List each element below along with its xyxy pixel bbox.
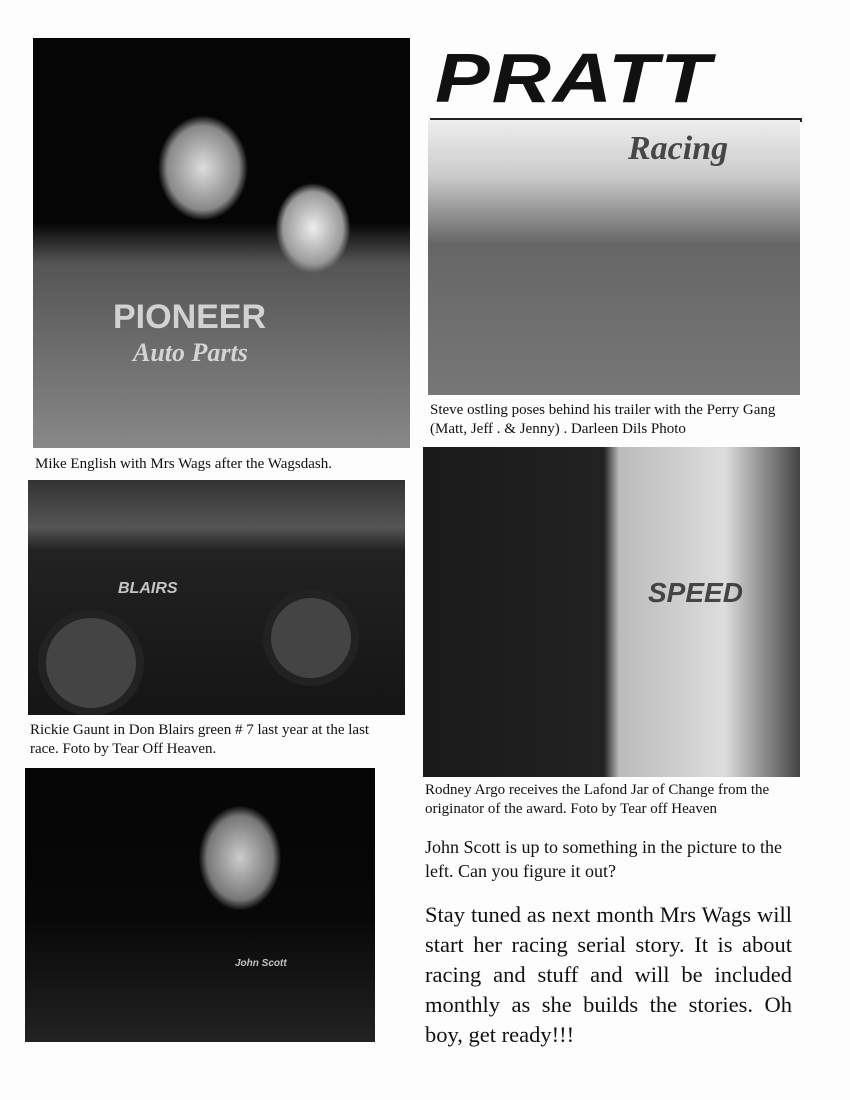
photo-john-scott <box>25 768 375 1042</box>
photo-mike-english <box>33 38 410 448</box>
photo-lettering: John Scott <box>235 958 287 969</box>
caption-pratt: Steve ostling poses behind his trailer with the Perry Gang (Matt, Jeff . & Jenny) . Darleen Dils Photo <box>430 402 776 437</box>
photo-lettering: BLAIRS <box>118 580 178 597</box>
caption-rodney-argo: Rodney Argo receives the Lafond Jar of Change from the originator of the award. Foto by Tear off Heaven <box>425 782 770 817</box>
photo-lettering-auto-parts: Auto Parts <box>133 338 248 367</box>
stay-tuned-note: Stay tuned as next month Mrs Wags will start her racing serial story. It is about racing and stuff and will be included monthly as she builds the stories. Oh boy, get ready!!! <box>425 902 792 1047</box>
caption-mike-english: Mike English with Mrs Wags after the Wagsdash. <box>35 456 332 472</box>
john-scott-note: John Scott is up to something in the picture to the left. Can you figure it out? <box>425 837 782 881</box>
caption-rickie-gaunt: Rickie Gaunt in Don Blairs green # 7 last year at the last race. Foto by Tear Off Heaven. <box>30 722 370 757</box>
photo-blairs-car <box>28 480 405 715</box>
photo-lettering: PIONEER <box>113 298 267 336</box>
photo-lettering: Racing <box>628 130 729 167</box>
car-front-wheel <box>38 610 144 715</box>
photo-lettering: SPEED <box>648 577 743 608</box>
photo-rodney-argo <box>423 447 800 777</box>
car-rear-wheel <box>263 590 359 686</box>
pratt-banner: PRATT <box>435 39 713 118</box>
photo-pratt-racing <box>428 120 800 395</box>
